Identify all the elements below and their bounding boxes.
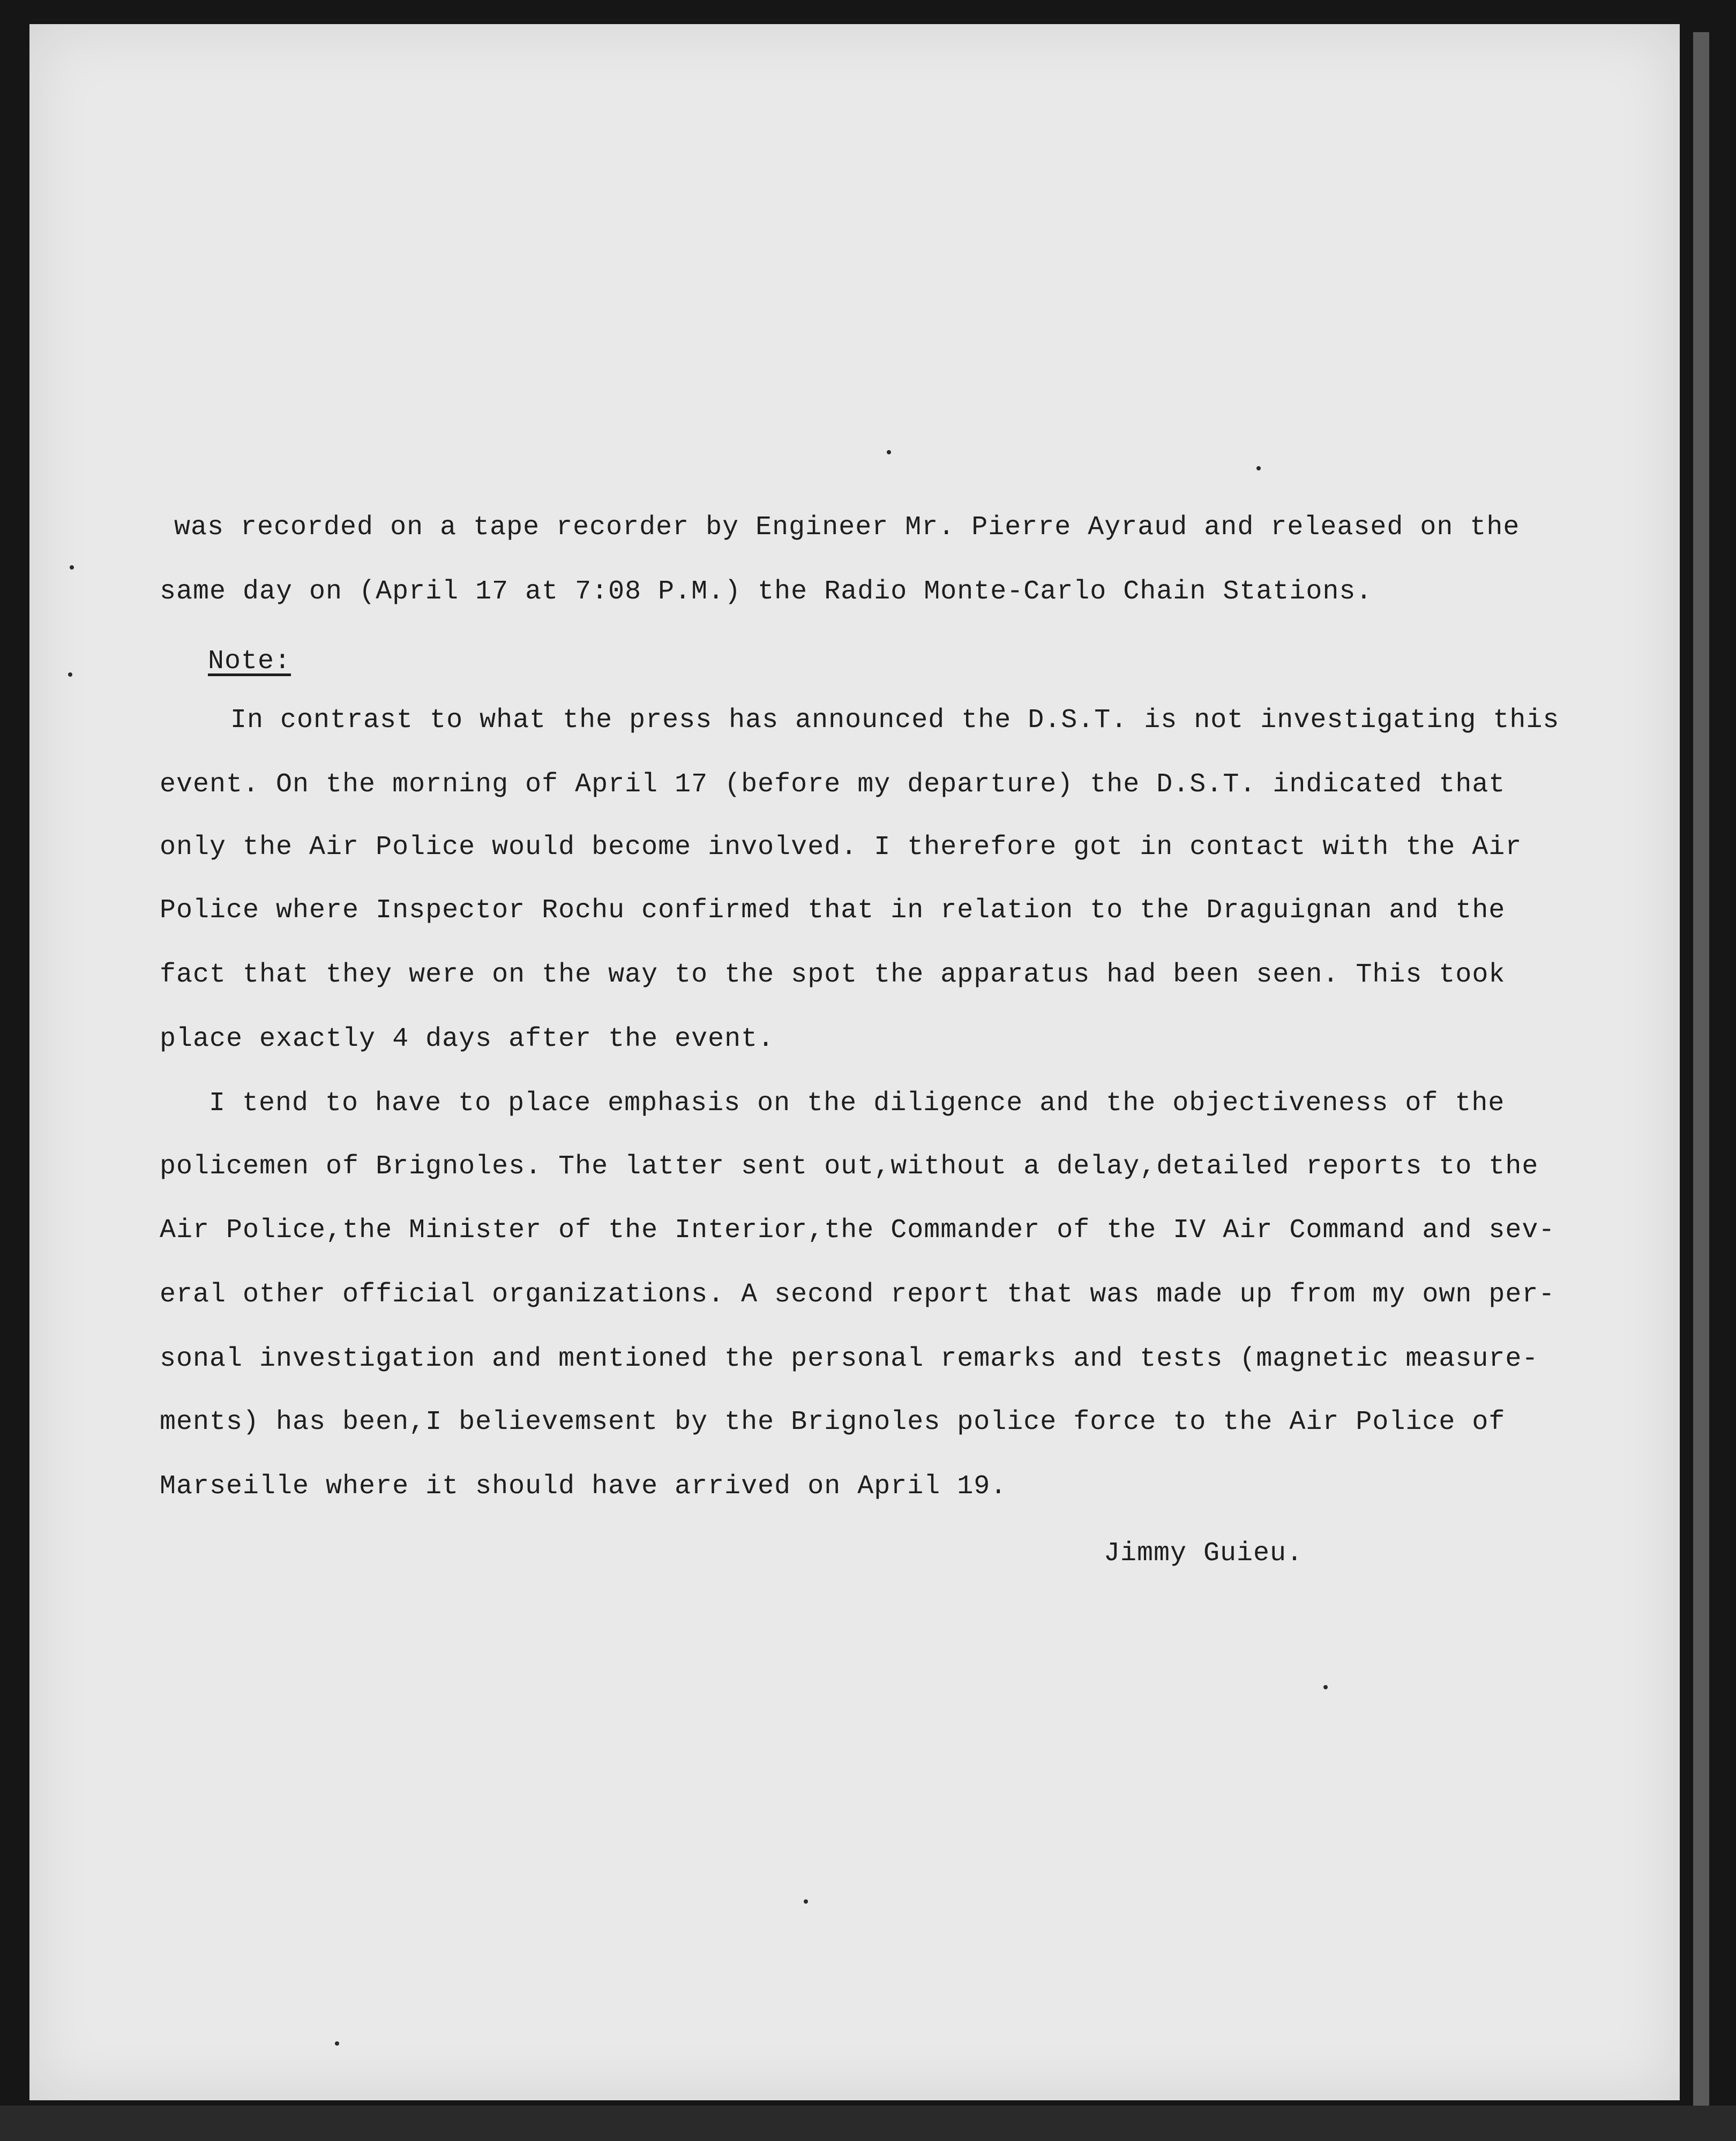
dust-speck bbox=[68, 672, 72, 677]
dust-speck bbox=[1323, 1685, 1328, 1689]
paragraph-2-line-4: eral other official organizations. A second report that was made up from my own per- bbox=[160, 1279, 1555, 1310]
paragraph-1-line-6: place exactly 4 days after the event. bbox=[160, 1024, 775, 1054]
paragraph-2-line-1: I tend to have to place emphasis on the diligence and the objectiveness of the bbox=[209, 1088, 1505, 1119]
paragraph-2-line-6: ments) has been,I believemsent by the Brignoles police force to the Air Police of bbox=[160, 1407, 1506, 1438]
paragraph-2-line-3: Air Police,the Minister of the Interior,the Commander of the IV Air Command and sev- bbox=[160, 1215, 1555, 1246]
dust-speck bbox=[887, 450, 891, 454]
dust-speck bbox=[70, 565, 74, 570]
paragraph-1-line-3: only the Air Police would become involved. I therefore got in contact with the Air bbox=[160, 832, 1522, 863]
film-edge bbox=[1693, 32, 1709, 2122]
opening-line-2: same day on (April 17 at 7:08 P.M.) the Radio Monte-Carlo Chain Stations. bbox=[160, 577, 1373, 607]
typewritten-page bbox=[29, 24, 1680, 2100]
paragraph-1-line-5: fact that they were on the way to the spot the apparatus had been seen. This took bbox=[160, 960, 1506, 990]
paragraph-2-line-7: Marseille where it should have arrived on April 19. bbox=[160, 1471, 1007, 1502]
film-bottom-edge bbox=[0, 2106, 1736, 2141]
dust-speck bbox=[804, 1899, 808, 1904]
paragraph-1-line-1: In contrast to what the press has announced the D.S.T. is not investigating this bbox=[230, 705, 1560, 736]
paragraph-2-line-2: policemen of Brignoles. The latter sent out,without a delay,detailed reports to the bbox=[160, 1151, 1539, 1182]
paragraph-2-line-5: sonal investigation and mentioned the personal remarks and tests (magnetic measure- bbox=[160, 1344, 1539, 1374]
dust-speck bbox=[1256, 466, 1261, 470]
opening-line-1: was recorded on a tape recorder by Engineer Mr. Pierre Ayraud and released on the bbox=[174, 512, 1520, 543]
signature: Jimmy Guieu. bbox=[1104, 1538, 1304, 1569]
paragraph-1-line-4: Police where Inspector Rochu confirmed that in relation to the Draguignan and the bbox=[160, 895, 1506, 926]
note-heading: Note: bbox=[208, 646, 291, 677]
dust-speck bbox=[335, 2041, 339, 2046]
paragraph-1-line-2: event. On the morning of April 17 (before my departure) the D.S.T. indicated that bbox=[160, 769, 1506, 800]
